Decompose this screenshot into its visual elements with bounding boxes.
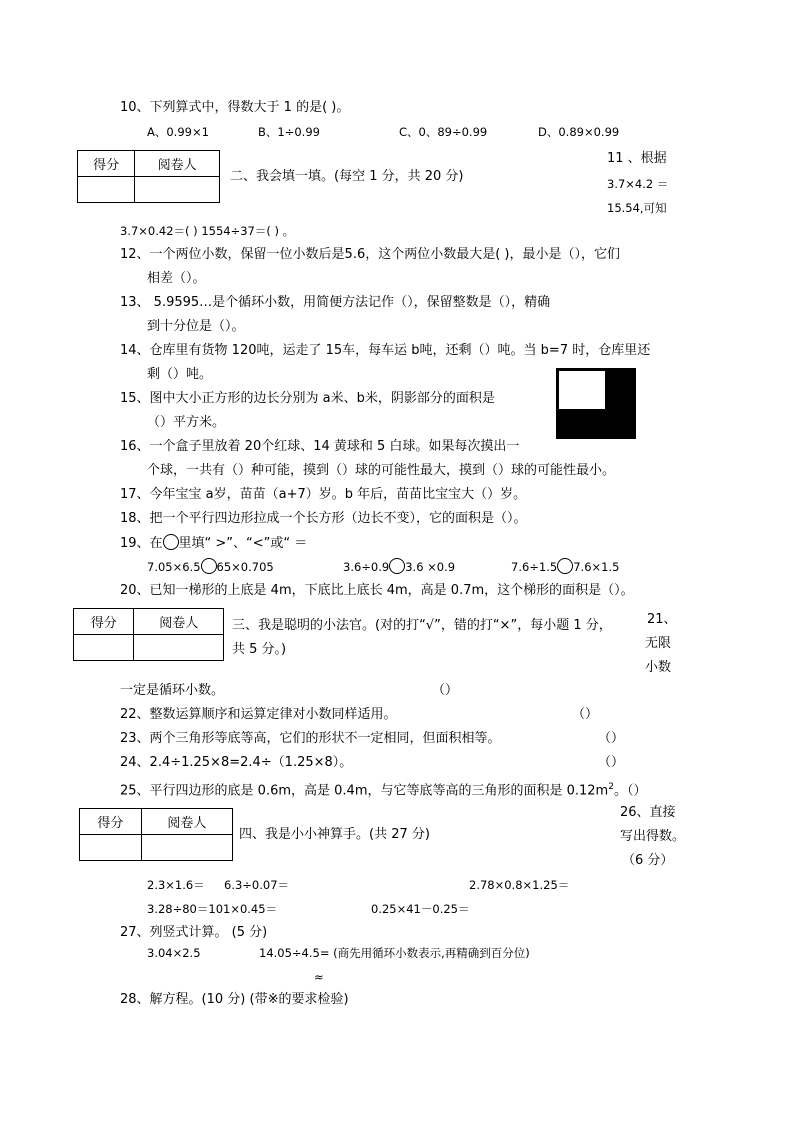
q12-line1: 12、一个两位小数，保留一位小数后是5.6，这个两位小数最大是( )，最小是（），它们 [120,247,620,262]
compare-circle-3[interactable] [557,558,573,574]
q26-row1-c: 2.78×0.8×1.25＝ [469,878,570,892]
q16-line1: 16、一个盒子里放着 20个红球、14 黄球和 5 白球。如果每次摸出一 [120,439,520,454]
q19-expr-2: 3.6÷0.9 3.6 ×0.9 [343,560,456,574]
q27-expr-a: 3.04×2.5 [147,946,201,960]
q26-row1-b: 6.3÷0.07＝ [224,878,290,892]
q22-answer-paren[interactable]: （） [572,707,599,722]
grader-cell[interactable] [141,835,232,861]
section4-title: 四、我是小小神算手。(共 27 分) [239,827,430,842]
q25: 25、平行四边形的底是 0.6m，高是 0.4m，与它等底等高的三角形的面积是 $0.12m^2$。（） [120,782,647,799]
section3-line1: 三、我是聪明的小法官。(对的打“√”，错的打“×”，每小题 1 分， [232,618,612,633]
q26-row1-a: 2.3×1.6＝ [147,878,205,892]
compare-circle-2[interactable] [389,558,405,574]
q24: 24、2.4÷1.25×8=2.4÷（1.25×8）。 [120,755,353,770]
q12-line2: 相差（）。 [147,271,206,286]
q11-side-3: 15.54,可知 [607,201,667,215]
q21-side-3: 小数 [645,660,672,675]
q28: 28、解方程。(10 分) (带※的要求检验) [120,992,349,1007]
q10-option-c: C、0、89÷0.99 [399,125,488,139]
score-cell[interactable] [80,835,142,861]
q14-line2: 剩（）吨。 [147,367,213,382]
q21-answer-paren[interactable]: （） [432,683,459,698]
grader-header: 阅卷人 [135,151,220,177]
q15-line1: 15、图中大小正方形的边长分别为 a米、b米，阴影部分的面积是 [120,391,495,406]
q20: 20、已知一梯形的上底是 4m，下底比上底长 4m，高是 0.7m，这个梯形的面积是（）。 [120,583,634,598]
q26-row2-b: 0.25×41－0.25＝ [371,902,470,916]
q26-side-2: 写出得数。 [620,829,686,844]
q27-title: 27、列竖式计算。 (5 分) [120,925,268,940]
q24-answer-paren[interactable]: （） [598,755,625,770]
q27-expr-b: 14.05÷4.5= (商先用循环小数表示,再精确到百分位) [259,946,530,960]
q22: 22、整数运算顺序和运算定律对小数同样适用。 [120,707,397,722]
score-header: 得分 [80,809,142,835]
section3-line2: 共 5 分。) [232,642,287,657]
q27-approx: ≈ [314,970,324,984]
grader-header: 阅卷人 [134,609,224,635]
score-table-section3 [73,608,224,661]
q26-row2-a: 3.28÷80＝101×0.45＝ [147,902,278,916]
q21-line: 一定是循环小数。 [120,683,225,698]
q19-expr-3: 7.6÷1.5 7.6×1.5 [511,560,620,574]
q21-side-1: 21、 [647,612,677,627]
small-square [559,371,605,409]
score-table-section4 [79,808,233,861]
q11-side-2: 3.7×4.2 ＝ [607,177,669,191]
q10-option-b: B、1÷0.99 [258,125,320,139]
q19-expr-1: 7.05×6.5 65×0.705 [147,560,274,574]
score-table-section2 [77,150,220,203]
q13-line2: 到十分位是（）。 [147,319,245,334]
score-header: 得分 [78,151,135,177]
compare-circle-1[interactable] [201,558,217,574]
q17: 17、今年宝宝 a岁，苗苗（a+7）岁。b 年后，苗苗比宝宝大（）岁。 [120,487,527,502]
q26-side-1: 26、直接 [620,805,676,820]
q11-side-1: 11 、根据 [607,151,667,166]
score-header: 得分 [74,609,134,635]
q13-line1: 13、 5.9595…是个循环小数，用简便方法记作（），保留整数是（），精确 [120,295,551,310]
grader-cell[interactable] [134,635,224,661]
q16-line2: 个球，一共有（）种可能，摸到（）球的可能性最大，摸到（）球的可能性最小。 [147,463,616,478]
q21-side-2: 无限 [645,636,672,651]
grader-cell[interactable] [135,177,220,203]
score-cell[interactable] [74,635,134,661]
q19-stem: 19、在 里填“ >”、“<”或“ ＝ [120,536,308,551]
grader-header: 阅卷人 [141,809,232,835]
q14-line1: 14、仓库里有货物 120吨，运走了 15车，每车运 b吨，还剩（）吨。当 b=7 时，仓库里还 [120,343,651,358]
q26-side-3: （6 分） [622,853,674,868]
q10-stem: 10、下列算式中，得数大于 1 的是( )。 [120,100,350,115]
q10-option-d: D、0.89×0.99 [538,125,620,139]
q23: 23、两个三角形等底等高，它们的形状不一定相同，但面积相等。 [120,731,501,746]
score-cell[interactable] [78,177,135,203]
q11-line: 3.7×0.42＝( ) 1554÷37＝( ) 。 [120,224,295,238]
q23-answer-paren[interactable]: （） [598,731,625,746]
q18: 18、把一个平行四边形拉成一个长方形（边长不变），它的面积是（）。 [120,511,527,526]
q10-option-a: A、0.99×1 [147,125,209,139]
circle-blank[interactable] [163,534,179,550]
q15-line2: （）平方米。 [147,415,226,430]
square-figure [556,368,636,439]
section2-title: 二、我会填一填。(每空 1 分，共 20 分) [230,169,464,184]
